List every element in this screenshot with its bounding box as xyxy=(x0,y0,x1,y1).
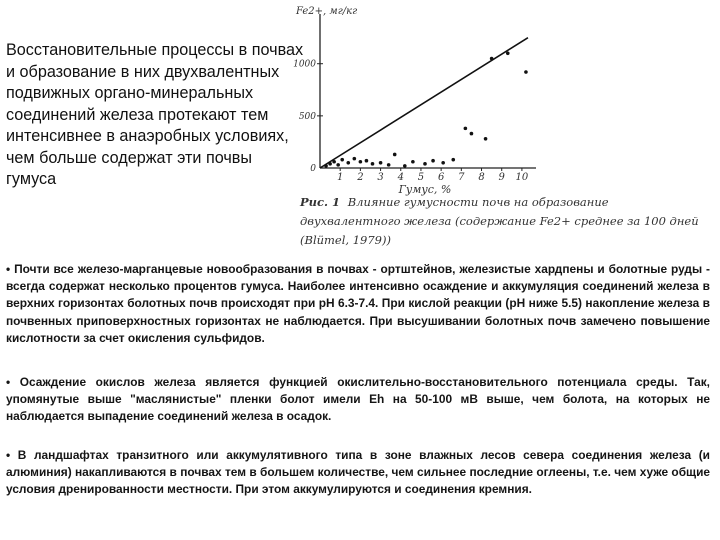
data-point xyxy=(324,164,328,168)
data-point xyxy=(431,159,435,163)
data-point xyxy=(524,70,528,74)
data-point xyxy=(336,163,340,167)
data-point xyxy=(371,162,375,166)
data-point xyxy=(379,161,383,165)
data-point xyxy=(441,161,445,165)
data-point xyxy=(393,153,397,157)
figure-caption-text: Влияние гумусности почв на образование двухвалентного железа (содержание Fe2+ среднее за 100 дней (Blümel, 1979)) xyxy=(300,195,699,247)
data-point xyxy=(411,160,415,164)
data-point xyxy=(328,162,332,166)
trend-line xyxy=(320,38,528,168)
x-tick-label: 2 xyxy=(357,172,364,183)
data-point xyxy=(506,51,510,55)
x-tick-label: 7 xyxy=(458,172,465,183)
data-point xyxy=(353,157,357,161)
data-point xyxy=(359,160,363,164)
data-point xyxy=(484,137,488,141)
y-tick-label: 500 xyxy=(298,111,316,122)
data-point xyxy=(470,132,474,136)
data-point xyxy=(490,57,494,61)
data-point xyxy=(332,160,336,164)
x-tick-label: 1 xyxy=(337,172,344,183)
x-tick-label: 5 xyxy=(417,172,425,183)
y-tick-label-zero: 0 xyxy=(310,164,316,174)
data-point xyxy=(403,164,407,168)
paragraph-3: • В ландшафтах транзитного или аккумулятивного типа в зоне влажных лесов севера соединения железа (и алюминия) накапливаются в почвах тем в большем количестве, чем сильнее последние оглеены, т.е. чем хуже общие условия дренированности местности. При этом аккумулируются и соединения кремния. xyxy=(6,448,710,497)
x-tick-label: 10 xyxy=(515,172,529,183)
data-point xyxy=(365,159,369,163)
y-axis-label: Fe2+, мг/кг xyxy=(296,6,358,17)
data-point xyxy=(464,127,468,131)
intro-text: Восстановительные процессы в почвах и образование в них двухвалентных подвижных органо-минеральных соединений железа протекают тем интенсивнее в анаэробных условиях, чем больше содержат эти почвы гумуса xyxy=(6,41,304,188)
paragraph-1: • Почти все железо-марганцевые новообразования в почвах - ортштейнов, железистые хардпены и болотные руды - всегда содержат несколько процентов гумуса. Наиболее интенсивно осаждение и аккумуляция соединений железа в верхних горизонтах болотных почв происходят при pH 6.3-7.4. При кислой реакции (pH ниже 5.5) накопление железа в почвенных приповерхностных горизонтах не наблюдается. При высушивании болотных почв замечено повышение кислотности за счет окисления сульфидов. xyxy=(6,262,710,345)
figure-label: Рис. 1 xyxy=(300,195,341,209)
data-point xyxy=(346,161,350,165)
y-tick-label: 1000 xyxy=(293,59,316,70)
figure-caption xyxy=(300,193,710,250)
x-tick-label: 8 xyxy=(478,172,485,183)
x-tick-label: 4 xyxy=(397,172,404,183)
x-tick-label: 3 xyxy=(377,172,384,183)
data-point xyxy=(423,162,427,166)
data-point xyxy=(451,158,455,162)
x-axis-label: Гумус, % xyxy=(398,183,452,196)
data-point xyxy=(387,163,391,167)
x-tick-label: 6 xyxy=(437,172,445,183)
x-tick-label: 9 xyxy=(498,172,505,183)
data-point xyxy=(340,158,344,162)
paragraph-2: • Осаждение окислов железа является функцией окислительно-восстановительного потенциала среды. Так, упомянутые выше "маслянистые" пленки болот имели Eh на 50-100 мВ выше, чем болота, на которых не наблюдается выпадение соединений железа в осадок. xyxy=(6,375,710,424)
